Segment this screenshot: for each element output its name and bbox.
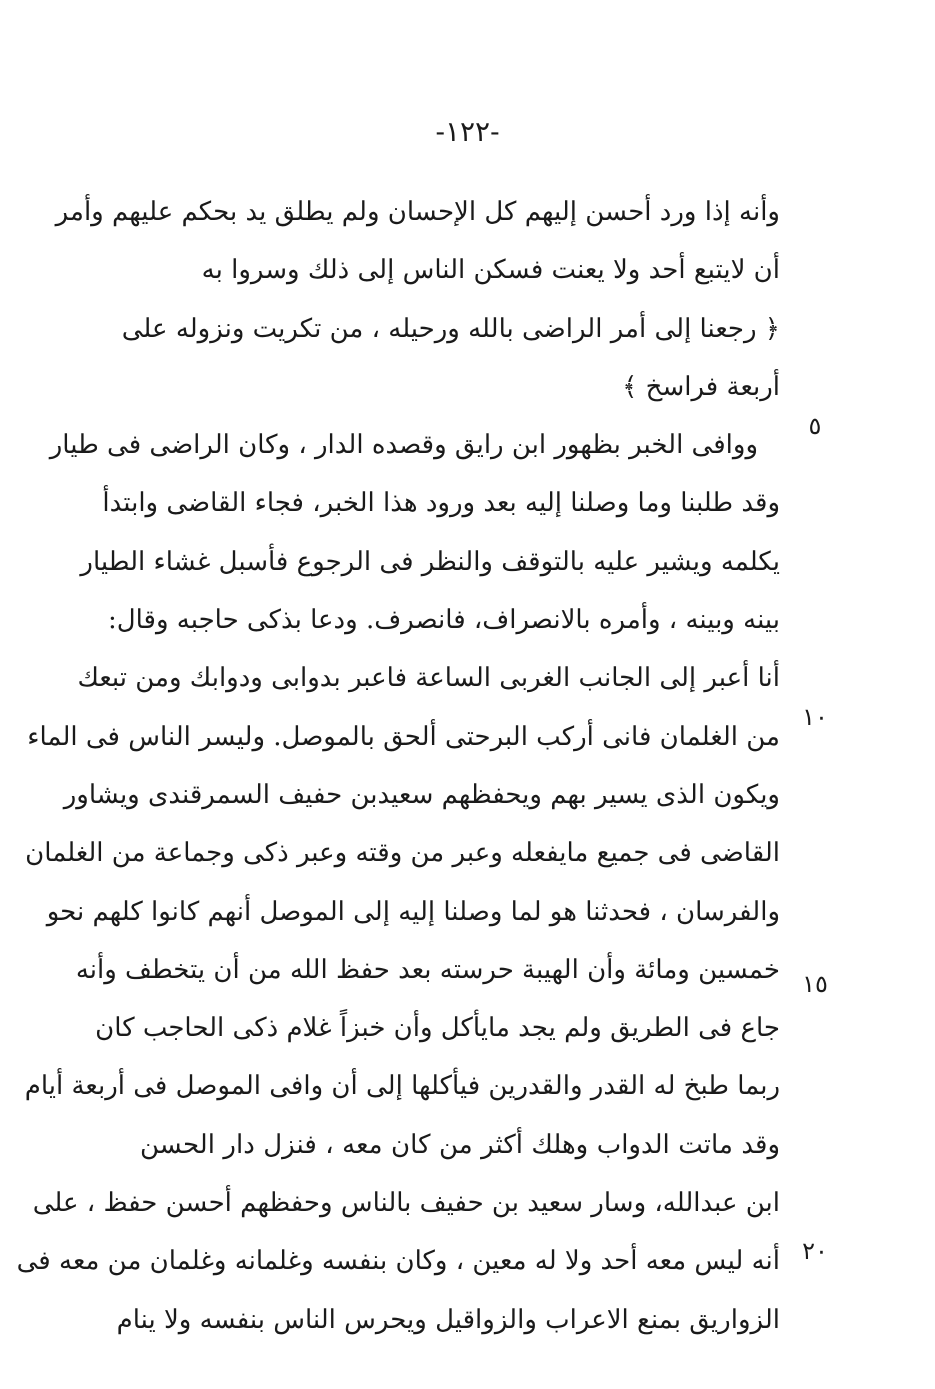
text-line: من الغلمان فانى أركب البرحتى ألحق بالموصل. وليسر الناس فى الماء bbox=[27, 721, 780, 752]
body-text bbox=[16, 183, 780, 1349]
line-number-10: ١٠ bbox=[802, 703, 828, 731]
text-line: يكلمه ويشير عليه بالتوقف والنظر فى الرجوع فأسبل غشاء الطيار bbox=[80, 546, 780, 577]
text-line: وأنه إذا ورد أحسن إليهم كل الإحسان ولم يطلق يد بحكم عليهم وأمر bbox=[55, 197, 780, 227]
text-line: أن لايتبع أحد ولا يعنت فسكن الناس إلى ذلك وسروا به bbox=[201, 255, 780, 286]
text-line: وقد طلبنا وما وصلنا إليه بعد ورود هذا الخبر، فجاء القاضى وابتدأ bbox=[102, 488, 780, 519]
text-line: أنا أعبر إلى الجانب الغربى الساعة فاعبر بدوابى ودوابك ومن تبعك bbox=[77, 663, 780, 694]
line-number-15: ١٥ bbox=[802, 970, 828, 998]
line-number-20: ٢٠ bbox=[802, 1237, 828, 1265]
section-heading-line: ﴿ رجعنا إلى أمر الراضى بالله ورحيله ، من تكريت ونزوله على bbox=[121, 313, 780, 344]
text-line: أنه ليس معه أحد ولا له معين ، وكان بنفسه وغلمانه وغلمان من معه فى bbox=[16, 1246, 780, 1277]
text-line: ابن عبدالله، وسار سعيد بن حفيف بالناس وحفظهم أحسن حفظ ، على bbox=[32, 1188, 780, 1219]
page-number: -١٢٢- bbox=[435, 115, 500, 148]
section-heading-line: أربعة فراسخ ﴾ bbox=[622, 371, 780, 402]
text-line: والفرسان ، فحدثنا هو لما وصلنا إليه إلى الموصل أنهم كانوا كلهم نحو bbox=[46, 896, 780, 927]
text-line: جاع فى الطريق ولم يجد مايأكل وأن خبزاً غلام ذكى الحاجب كان bbox=[95, 1013, 780, 1044]
text-line: وقد ماتت الدواب وهلك أكثر من كان معه ، فنزل دار الحسن bbox=[140, 1129, 780, 1160]
text-line: الزواريق بمنع الاعراب والزواقيل ويحرس الناس بنفسه ولا ينام bbox=[116, 1304, 780, 1335]
line-number-5: ٥ bbox=[808, 412, 822, 440]
text-line: خمسين ومائة وأن الهيبة حرسته بعد حفظ الله من أن يتخطف وأنه bbox=[75, 954, 780, 985]
text-line: بينه وبينه ، وأمره بالانصراف، فانصرف. ودعا بذكى حاجبه وقال: bbox=[107, 605, 780, 636]
text-line: القاضى فى جميع مايفعله وعبر من وقته وعبر ذكى وجماعة من الغلمان bbox=[25, 838, 780, 869]
text-line: ويكون الذى يسير بهم ويحفظهم سعيدبن حفيف السمرقندى ويشاور bbox=[63, 779, 780, 810]
text-line: ووافى الخبر بظهور ابن رايق وقصده الدار ، وكان الراضى فى طيار bbox=[49, 430, 758, 461]
text-line: ربما طبخ له القدر والقدرين فيأكلها إلى أن وافى الموصل فى أربعة أيام bbox=[24, 1071, 780, 1102]
